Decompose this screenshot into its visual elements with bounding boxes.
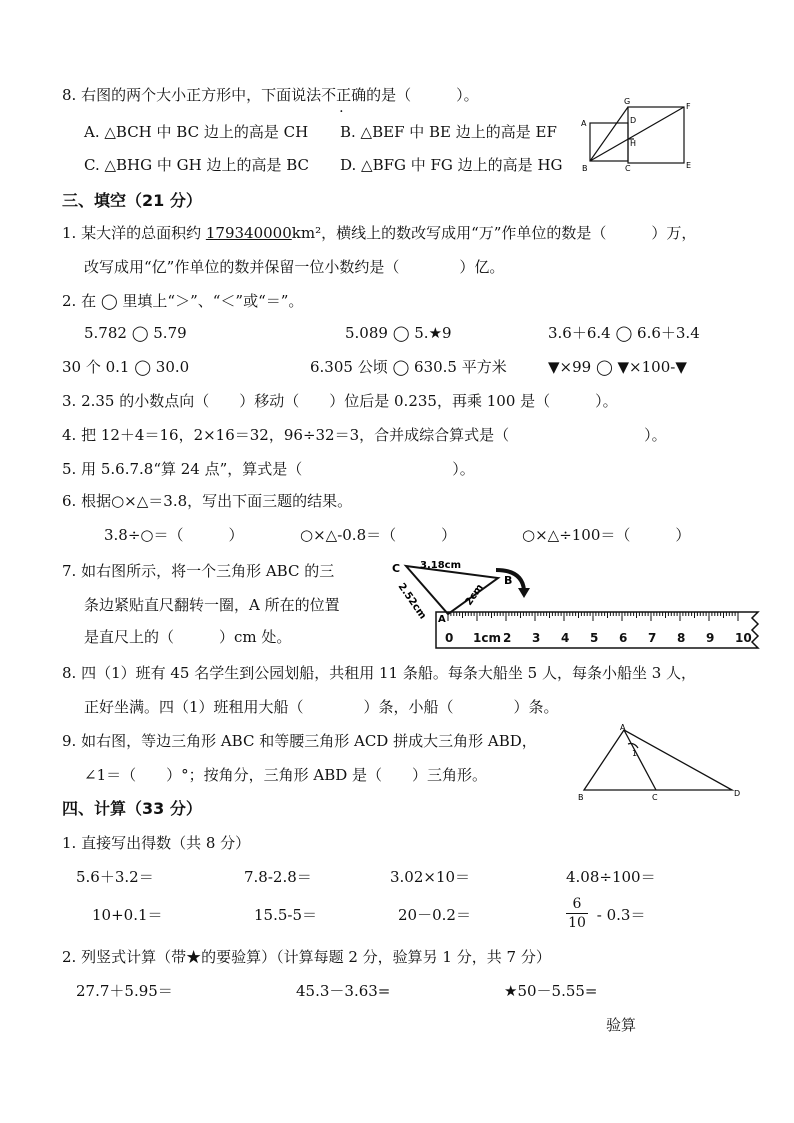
angle-one-label: 1 — [632, 749, 638, 758]
ruler-label: 10 — [735, 631, 752, 645]
label-a: A — [581, 119, 587, 128]
label-d: D — [734, 789, 741, 798]
fill-q7-line1: 7. 如右图所示，将一个三角形 ABC 的三 — [62, 562, 335, 580]
label-d: D — [630, 116, 637, 125]
label-c: C — [392, 562, 401, 575]
underlined-number: 179340000 — [205, 224, 292, 242]
label-e: E — [686, 161, 692, 170]
ruler-label: 3 — [532, 631, 541, 645]
fraction-numerator: 6 — [572, 896, 582, 912]
calc-q2-stem: 2. 列竖式计算（带★的要验算）（计算每题 2 分，验算另 1 分，共 7 分） — [62, 948, 551, 966]
label-a: A — [438, 614, 446, 625]
fill-q1-line2: 改写成用“亿”作单位的数并保留一位小数约是（ ）亿。 — [84, 258, 505, 276]
side-cb: 3.18cm — [420, 560, 462, 571]
section-four-title: 四、计算（33 分） — [62, 799, 202, 818]
line-bf — [590, 107, 684, 161]
calc-item: 10+0.1＝ — [92, 906, 163, 924]
ruler-label: 6 — [619, 631, 628, 645]
calc-q1-stem: 1. 直接写出得数（共 8 分） — [62, 834, 251, 852]
fill-q6-a: 3.8÷○＝（ ） — [104, 526, 244, 544]
label-g: G — [624, 97, 631, 106]
label-c: C — [625, 164, 631, 173]
compare-1: 5.782 ◯ 5.79 — [84, 324, 187, 342]
fill-q1-line1: 1. 某大洋的总面积约 179340000km²，横线上的数改写成用“万”作单位的数是（ ）万， — [62, 224, 697, 242]
label-a: A — [620, 723, 626, 732]
fill-q5: 5. 用 5.6.7.8“算 24 点”，算式是（ ）。 — [62, 460, 475, 478]
ruler-label: 9 — [706, 631, 715, 645]
ruler-label: 7 — [648, 631, 657, 645]
fill-q4: 4. 把 12＋4＝16，2×16＝32，96÷32＝3，合并成综合算式是（ ）。 — [62, 426, 667, 444]
label-f: F — [686, 102, 691, 111]
ruler-label: 5 — [590, 631, 599, 645]
side-ab: 2cm — [463, 582, 486, 608]
fill-q7-line3: 是直尺上的（ ）cm 处。 — [84, 628, 292, 646]
ruler-label: 2 — [503, 631, 512, 645]
ruler-label: 4 — [561, 631, 570, 645]
ruler-label: 8 — [677, 631, 686, 645]
calc-item: 5.6＋3.2＝ — [76, 868, 154, 886]
ruler-label: 0 — [445, 631, 454, 645]
calc-item: 20－0.2＝ — [398, 906, 471, 924]
fill-q6-c: ○×△÷100＝（ ） — [522, 526, 691, 544]
side-ca: 2.52cm — [395, 581, 429, 622]
q8-option-b: B. △BEF 中 BE 边上的高是 EF — [340, 123, 557, 141]
compare-6: ▼×99 ◯ ▼×100-▼ — [548, 358, 687, 376]
emphasis-dots: 不正确 — [321, 86, 367, 104]
label-b: B — [504, 574, 513, 587]
fill-q9-line1: 9. 如右图，等边三角形 ABC 和等腰三角形 ACD 拼成大三角形 ABD， — [62, 732, 537, 750]
calc-item-rest: - 0.3＝ — [592, 906, 646, 924]
fill-q8-line1: 8. 四（1）班有 45 名学生到公园划船，共租用 11 条船。每条大船坐 5 人，每条小船坐 3 人， — [62, 664, 697, 682]
calc-item: 15.5-5＝ — [254, 906, 318, 924]
triangle-abd-figure — [574, 722, 750, 802]
compare-3: 3.6＋6.4 ◯ 6.6＋3.4 — [548, 324, 700, 342]
fill-q7-line2: 条边紧贴直尺翻转一圈，A 所在的位置 — [84, 596, 340, 614]
q8-option-d: D. △BFG 中 FG 边上的高是 HG — [340, 156, 563, 174]
fill-q9-line2: ∠1＝（ ）°；按角分，三角形 ABD 是（ ）三角形。 — [84, 766, 488, 784]
label-c: C — [652, 793, 658, 802]
compare-2: 5.089 ◯ 5.★9 — [345, 324, 452, 342]
vertical-calc-item: 27.7＋5.95＝ — [76, 982, 173, 1000]
vertical-calc-item: 45.3－3.63= — [296, 982, 391, 1000]
ruler-triangle-figure — [384, 556, 770, 652]
q8-squares-figure — [578, 96, 702, 178]
compare-4: 30 个 0.1 ◯ 30.0 — [62, 358, 190, 376]
label-b: B — [582, 164, 588, 173]
fill-q6-b: ○×△-0.8＝（ ） — [300, 526, 457, 544]
q8-option-a: A. △BCH 中 BC 边上的高是 CH — [84, 123, 309, 141]
fill-q8-line2: 正好坐满。四（1）班租用大船（ ）条，小船（ ）条。 — [84, 698, 559, 716]
compare-5: 6.305 公顷 ◯ 630.5 平方米 — [310, 358, 507, 376]
calc-item: 3.02×10＝ — [390, 868, 471, 886]
fraction-denominator: 10 — [568, 915, 586, 931]
triangle-abd — [584, 730, 732, 790]
calc-item: 7.8-2.8＝ — [244, 868, 312, 886]
fill-q6-stem: 6. 根据○×△＝3.8，写出下面三题的结果。 — [62, 492, 353, 510]
vertical-calc-item: ★50－5.55= — [504, 982, 598, 1000]
fraction — [566, 896, 588, 931]
check-label: 验算 — [606, 1016, 637, 1034]
q8-option-c: C. △BHG 中 GH 边上的高是 BC — [84, 156, 310, 174]
label-h: H — [630, 139, 637, 148]
line-bg — [590, 107, 628, 161]
calc-item: 4.08÷100＝ — [566, 868, 656, 886]
arrow-head — [518, 588, 530, 598]
section-three-title: 三、填空（21 分） — [62, 191, 202, 210]
label-b: B — [578, 793, 584, 802]
fill-q2-stem: 2. 在 ◯ 里填上“＞”、“＜”或“＝”。 — [62, 292, 304, 310]
ruler-label: 1cm — [473, 631, 501, 645]
fill-q3: 3. 2.35 的小数点向（ ）移动（ ）位后是 0.235，再乘 100 是（ ）。 — [62, 392, 618, 410]
q8-stem: 8. 右图的两个大小正方形中，下面说法不正确的是（ ）。 — [62, 86, 479, 104]
